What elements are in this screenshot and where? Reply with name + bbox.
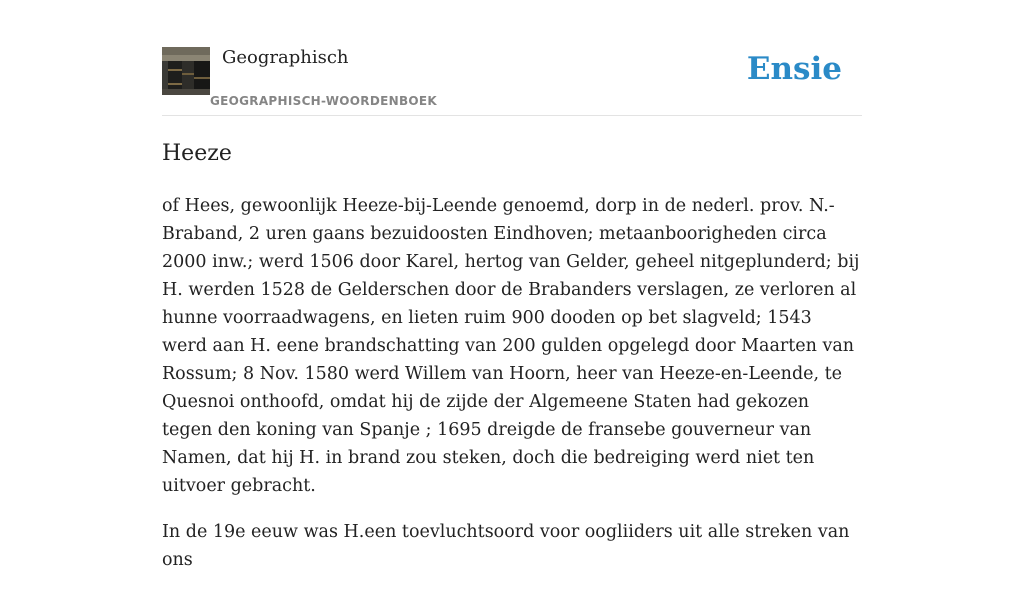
entry-paragraph: In de 19e eeuw was H.een toevluchtsoord voor oogliiders uit alle streken van ons — [162, 522, 850, 570]
site-slug: GEOGRAPHISCH-WOORDENBOEK — [210, 94, 437, 108]
entry-paragraph: of Hees, gewoonlijk Heeze-bij-Leende genoemd, dorp in de nederl. prov. N.-Braband, 2 uren gaans bezuidoosten Eindhoven; metaanboorigheden circa 2000 inw.; werd 1506 door Karel, hertog van Gelder, geheel nitgeplunderd; bij H. werden 1528 de Gelderschen door de Brabanders verslagen, ze verloren al hunne voorraadwagens, en lieten ruim 900 dooden op bet slagveld; 1543 werd aan H. eene brandschatting van 200 gulden opgelegd door Maarten van Rossum; 8 Nov. 1580 werd Willem van Hoorn, heer van Heeze-en-Leende, te Quesnoi onthoofd, omdat hij de zijde der Algemeene Staten had gekozen tegen den koning van Spanje ; 1695 dreigde de fransebe gouverneur van Namen, dat hij H. in brand zou steken, doch die bedreiging werd niet ten uitvoer gebracht. — [162, 196, 860, 496]
site-title-link[interactable]: Geographisch — [222, 47, 349, 68]
site-header — [162, 0, 862, 116]
brand-logo-link[interactable]: Ensie — [746, 51, 842, 87]
content-container — [162, 0, 862, 570]
entry-title: Heeze — [162, 141, 232, 166]
entry-body — [162, 192, 862, 592]
books-avatar-icon[interactable] — [162, 47, 210, 95]
